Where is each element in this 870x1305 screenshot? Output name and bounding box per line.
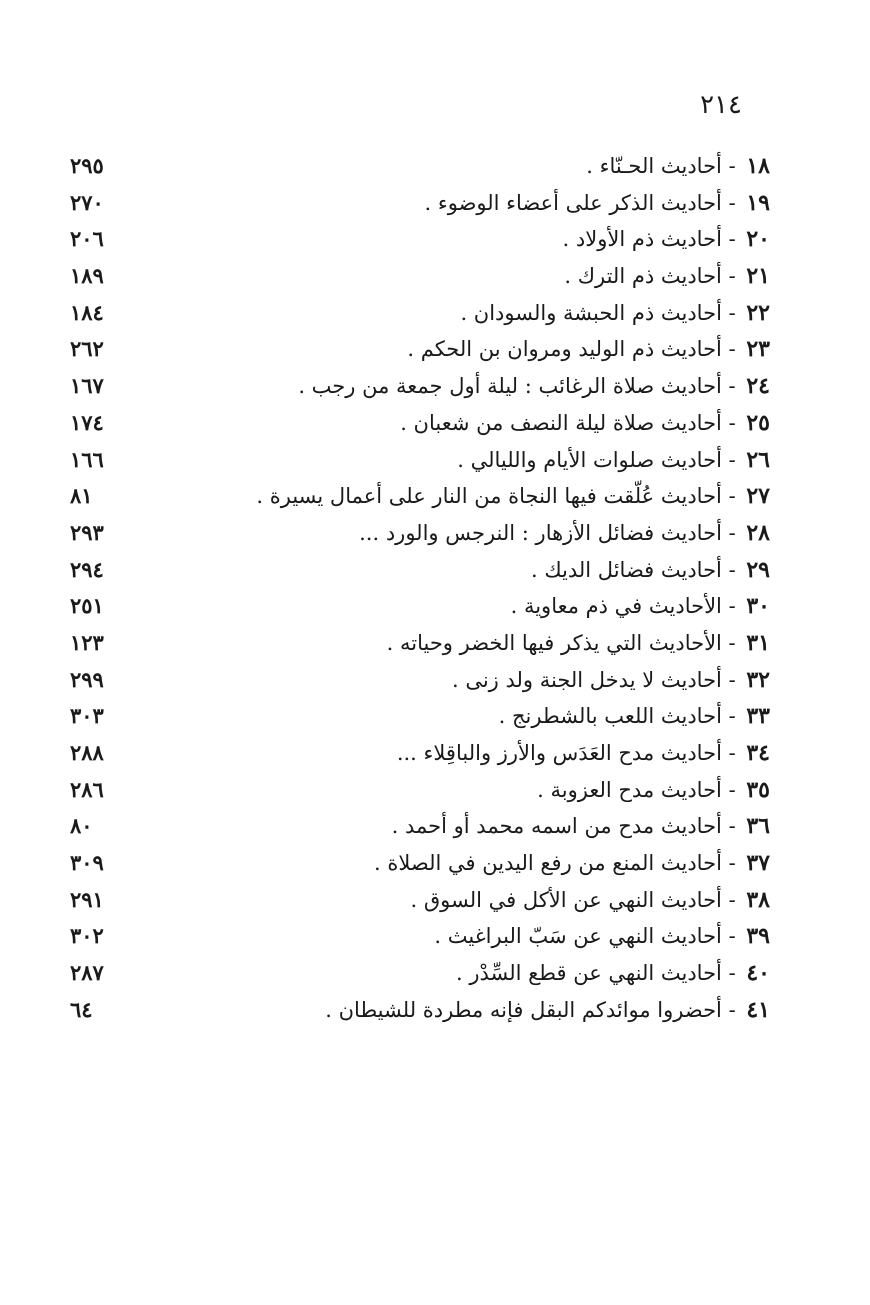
index-entry — [70, 405, 770, 442]
entry-page-number: ٢٩٥ — [70, 153, 104, 178]
entry-title: - أحاديث المنع من رفع اليدين في الصلاة . — [374, 851, 736, 876]
entry-page-number: ٢٩٤ — [70, 556, 104, 582]
entry-number: ٢٥ — [746, 409, 770, 436]
entry-title: - أحاديث مدح العزوبة . — [537, 777, 736, 802]
entry-page-number: ٣٠٩ — [70, 850, 104, 876]
entry-title: - أحاديث صلاة ليلة النصف من شعبان . — [400, 410, 736, 435]
entry-text — [452, 662, 770, 699]
entry-title: - أحاديث النهي عن الأكل في السوق . — [410, 887, 736, 912]
index-entry — [70, 882, 770, 919]
entry-title: - أحاديث فضائل الديك . — [530, 557, 736, 582]
index-entry — [70, 918, 770, 955]
index-entry — [70, 955, 770, 992]
entry-title: - الأحاديث في ذم معاوية . — [510, 594, 736, 619]
entry-number: ٣٣ — [746, 703, 770, 730]
entry-page-number: ٦٤ — [70, 996, 93, 1022]
index-entry — [70, 772, 770, 809]
entry-number: ٤١ — [746, 996, 770, 1023]
entry-text — [407, 331, 770, 368]
entry-page-number: ٢٧٠ — [70, 189, 104, 215]
index-entry — [70, 258, 770, 295]
entry-text — [457, 442, 770, 479]
entry-page-number: ٢٩١ — [70, 886, 104, 912]
entry-page-number: ٣٠٣ — [70, 703, 104, 729]
entry-number: ١٩ — [746, 189, 770, 216]
index-entry — [70, 331, 770, 368]
entry-number: ٢٢ — [746, 299, 770, 326]
index-entry — [70, 735, 770, 772]
entry-text — [256, 478, 770, 515]
entry-text — [400, 405, 770, 442]
entry-number: ٢٤ — [746, 373, 770, 400]
entry-title: - أحاديث لا يدخل الجنة ولد زنى . — [451, 667, 736, 692]
index-entry — [70, 148, 770, 185]
entry-number: ٣٤ — [746, 740, 770, 766]
entry-text — [298, 368, 770, 405]
entry-title: - أحاديث مدح من اسمه محمد أو أحمد . — [391, 814, 736, 839]
entry-page-number: ١٨٤ — [70, 299, 104, 325]
entry-number: ٣٨ — [746, 886, 770, 913]
entry-page-number: ٢٠٦ — [70, 226, 104, 252]
entry-text — [564, 258, 770, 295]
entry-page-number: ١٨٩ — [70, 263, 104, 289]
entry-page-number: ٢٩٩ — [70, 666, 104, 692]
entry-number: ٣٠ — [746, 593, 770, 620]
entry-title: - أحاديث ذم الأولاد . — [562, 227, 736, 252]
entry-page-number: ٢٩٣ — [70, 519, 104, 545]
entry-number: ٣٥ — [746, 776, 770, 803]
entry-page-number: ٨١ — [70, 483, 93, 509]
index-entry — [70, 368, 770, 405]
index-entry — [70, 625, 770, 662]
index-list — [70, 148, 770, 1029]
entry-title: - أحاديث اللعب بالشطرنج . — [498, 704, 736, 729]
entry-title: - الأحاديث التي يذكر فيها الخضر وحياته . — [386, 630, 736, 655]
entry-title: - أحاديث ذم الحبشة والسودان . — [460, 300, 736, 325]
page-number: ٢١٤ — [700, 90, 742, 120]
entry-title: - أحاديث الذكر على أعضاء الوضوء . — [424, 190, 736, 215]
entry-text — [387, 625, 770, 662]
entry-number: ٣٩ — [746, 923, 770, 950]
index-entry — [70, 185, 770, 222]
entry-number: ٣٧ — [746, 850, 770, 877]
entry-text — [456, 955, 770, 992]
entry-title: - أحاديث صلاة الرغائب : ليلة أول جمعة من رجب . — [298, 374, 736, 399]
entry-number: ٤٠ — [746, 960, 770, 987]
entry-number: ٢٦ — [746, 446, 770, 473]
entry-text — [537, 772, 770, 809]
index-entry — [70, 992, 770, 1029]
index-entry — [70, 221, 770, 258]
entry-title: - أحاديث صلوات الأيام والليالي . — [457, 447, 736, 472]
entry-number: ٢٧ — [746, 483, 770, 510]
index-entry — [70, 698, 770, 735]
entry-text — [563, 221, 770, 258]
entry-page-number: ٢٥١ — [70, 593, 104, 619]
entry-text — [359, 515, 770, 552]
entry-text — [411, 882, 771, 919]
entry-title: - أحضروا موائدكم البقل فإنه مطردة للشيطان . — [325, 997, 736, 1022]
entry-text — [511, 588, 770, 625]
entry-number: ٣٦ — [746, 813, 770, 840]
entry-title: - أحاديث فضائل الأزهار : النرجس والورد ... — [359, 520, 736, 545]
entry-page-number: ١٦٦ — [70, 446, 104, 472]
index-entry — [70, 808, 770, 845]
entry-page-number: ٢٨٧ — [70, 960, 104, 986]
entry-title: - أحاديث الحـنّاء . — [586, 154, 736, 178]
entry-number: ٢٠ — [746, 226, 770, 253]
entry-number: ١٨ — [746, 153, 770, 179]
entry-text — [434, 918, 770, 955]
entry-title: - أحاديث عُلّقت فيها النجاة من النار على أعمال يسيرة . — [256, 484, 736, 509]
entry-text — [374, 845, 770, 882]
index-entry — [70, 478, 770, 515]
entry-number: ٢٣ — [746, 336, 770, 363]
entry-page-number: ١٢٣ — [70, 629, 104, 655]
entry-title: - أحاديث النهي عن قطع السِّدْر . — [455, 961, 736, 986]
entry-page-number: ٢٨٨ — [70, 740, 104, 765]
entry-number: ٢٩ — [746, 556, 770, 583]
entry-number: ٢٨ — [746, 519, 770, 546]
entry-text — [392, 808, 770, 845]
entry-number: ٣٢ — [746, 666, 770, 693]
entry-page-number: ١٧٤ — [70, 409, 104, 435]
entry-page-number: ١٦٧ — [70, 373, 104, 399]
index-entry — [70, 515, 770, 552]
index-entry — [70, 442, 770, 479]
entry-page-number: ٣٠٢ — [70, 923, 104, 949]
entry-page-number: ٨٠ — [70, 813, 93, 839]
index-entry — [70, 662, 770, 699]
entry-text — [397, 735, 770, 772]
entry-title: - أحاديث ذم الوليد ومروان بن الحكم . — [407, 337, 736, 362]
index-entry — [70, 845, 770, 882]
entry-text — [531, 552, 770, 589]
entry-title: - أحاديث النهي عن سَبّ البراغيث . — [434, 924, 736, 949]
index-entry — [70, 295, 770, 332]
entry-text — [425, 185, 771, 222]
entry-title: - أحاديث ذم الترك . — [564, 264, 736, 289]
entry-text — [499, 698, 770, 735]
index-entry — [70, 588, 770, 625]
entry-page-number: ٢٦٢ — [70, 336, 104, 362]
entry-number: ٣١ — [746, 629, 770, 656]
entry-text — [325, 992, 770, 1029]
entry-title: - أحاديث مدح العَدَس والأرز والباقِلاء ... — [396, 741, 736, 765]
entry-number: ٢١ — [746, 263, 770, 290]
entry-text — [586, 148, 770, 185]
entry-page-number: ٢٨٦ — [70, 776, 104, 802]
index-entry — [70, 552, 770, 589]
entry-text — [460, 295, 770, 332]
